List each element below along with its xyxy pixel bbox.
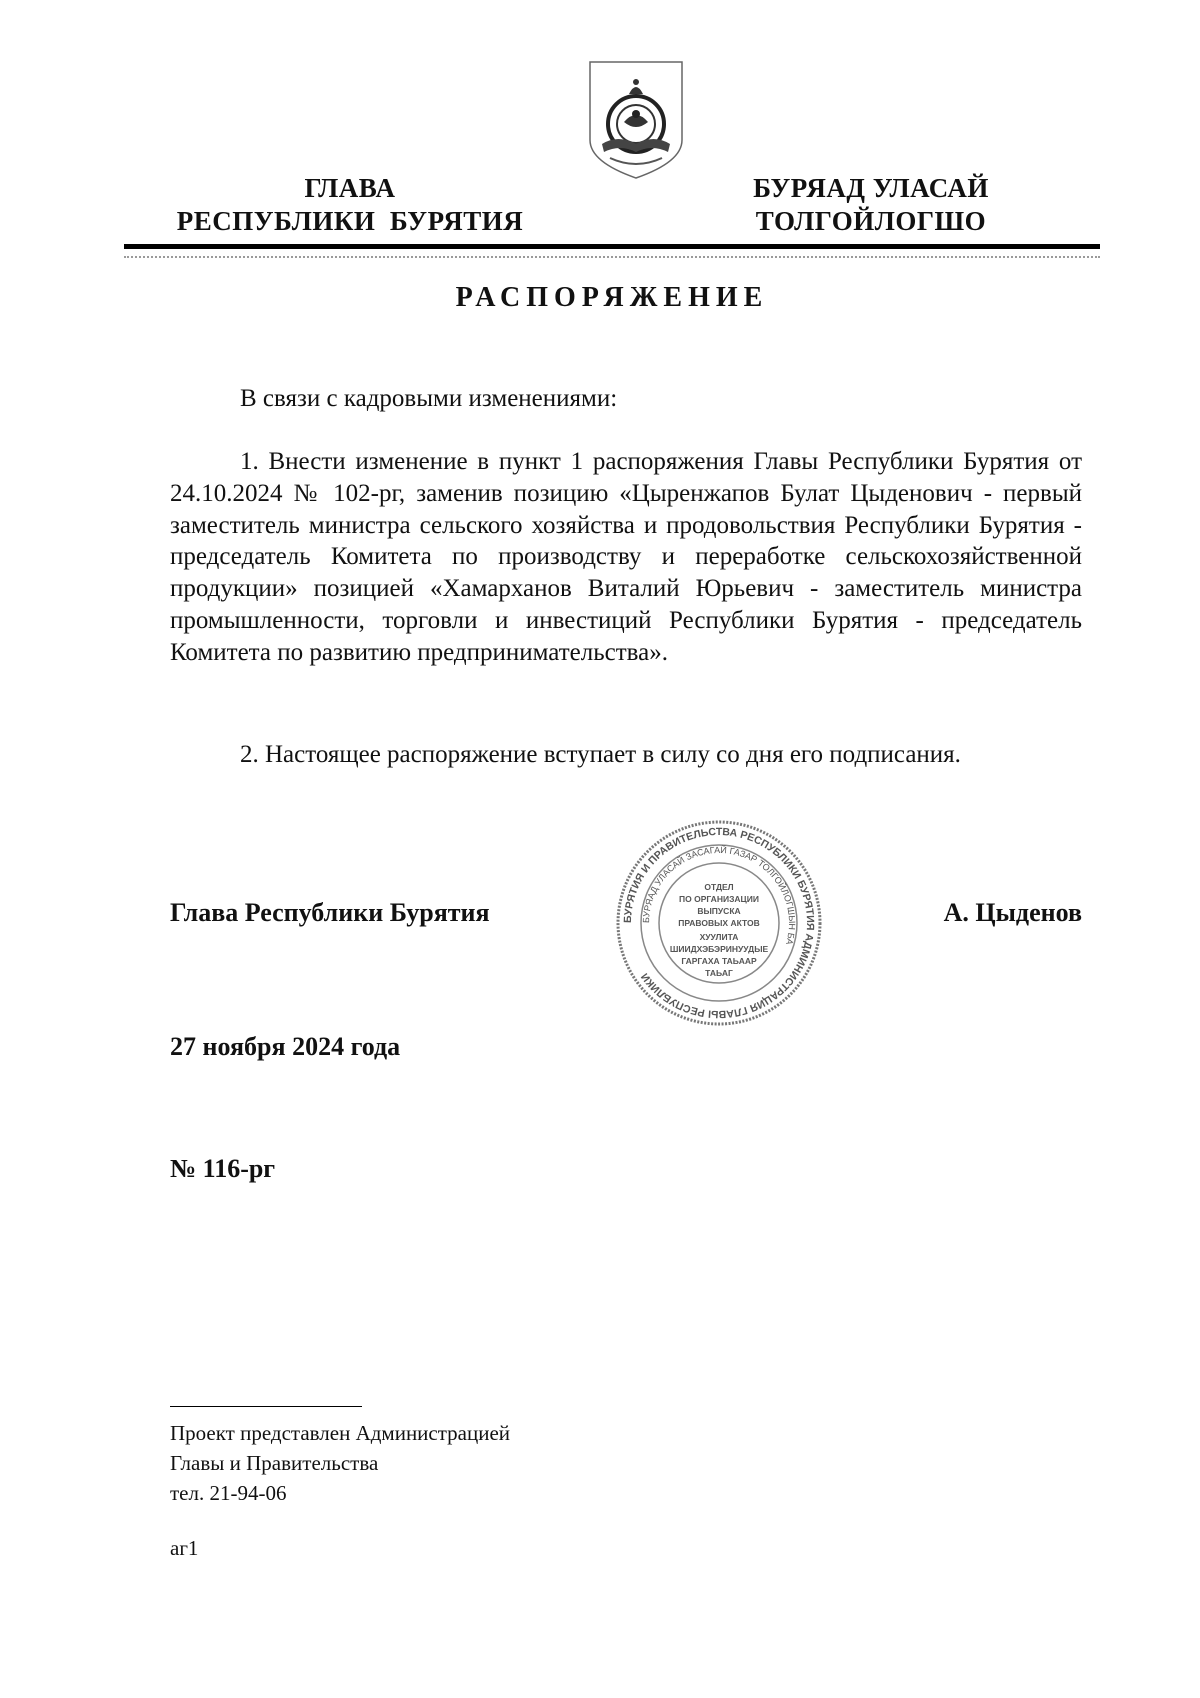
seal-inner-text: БУРЯАД УЛАСАЙ ЗАСАГАЙ ГАЗАР ТОЛГОЙЛОГШЫН БА bbox=[640, 844, 798, 946]
document-date: 27 ноября 2024 года bbox=[170, 1032, 401, 1061]
footer-code: аг1 bbox=[170, 1536, 199, 1560]
footer-divider bbox=[170, 1406, 362, 1407]
document-paragraph-1: 1. Внести изменение в пункт 1 распоряжения Главы Республики Бурятия от 24.10.2024 № 102-рг, заменив позицию «Цыренжапов Булат Цыденович - первый заместитель министра сельского хозяйства и продовольствия Республики Бурятия - председатель Комитета по производству и переработке сельскохозяйственной продукции» позицией «Хамарханов Виталий Юрьевич - заместитель министра промышленности, торговли и инвестиций Республики Бурятия - председатель Комитета по развитию предпринимательства». bbox=[170, 448, 1082, 666]
seal-center-line: ОТДЕЛ bbox=[704, 882, 734, 892]
footer-phone: тел. 21-94-06 bbox=[170, 1481, 287, 1505]
seal-center-line: ШИИДХЭБЭРИНУУДЫЕ bbox=[669, 944, 769, 954]
signatory-name: А. Цыденов bbox=[943, 898, 1082, 927]
coat-of-arms-icon bbox=[584, 58, 688, 182]
header-left-line2: РЕСПУБЛИКИ БУРЯТИЯ bbox=[176, 206, 524, 236]
document-number: № 116-рг bbox=[170, 1154, 276, 1183]
seal-center-line: ПРАВОВЫХ АКТОВ bbox=[678, 918, 760, 928]
seal-center-line: ВЫПУСКА bbox=[697, 906, 741, 916]
header-right-line2: ТОЛГОЙЛОГШО bbox=[755, 206, 987, 236]
seal-center-line: ГАРГАХА ТАЬААР bbox=[681, 956, 757, 966]
seal-outer-text: БУРЯТИЯ И ПРАВИТЕЛЬСТВА РЕСПУБЛИКИ БУРЯТИЯ АДМИНИСТРАЦИЯ ГЛАВЫ РЕСПУБЛИКИ bbox=[621, 825, 817, 1021]
seal-center-line: ПО ОРГАНИЗАЦИИ bbox=[679, 894, 759, 904]
signatory-title: Глава Республики Бурятия bbox=[170, 898, 490, 927]
footer-note bbox=[170, 1418, 510, 1508]
footer-line: Проект представлен Администрацией bbox=[170, 1421, 511, 1445]
footer-line: Главы и Правительства bbox=[170, 1451, 379, 1475]
header-divider-dotted bbox=[124, 256, 1100, 258]
official-seal bbox=[614, 818, 824, 1028]
seal-center-line: ТАЬАГ bbox=[705, 968, 733, 978]
header-right bbox=[720, 172, 1022, 238]
header-left bbox=[152, 172, 548, 238]
seal-center-line: ХУУЛИТА bbox=[699, 932, 739, 942]
document-title: РАСПОРЯЖЕНИЕ bbox=[455, 282, 769, 313]
header-divider bbox=[124, 244, 1100, 249]
document-intro: В связи с кадровыми изменениями: bbox=[240, 385, 618, 412]
header-right-line1: БУРЯАД УЛАСАЙ bbox=[753, 173, 989, 203]
header-left-line1: ГЛАВА bbox=[304, 173, 396, 203]
document-paragraph-2: 2. Настоящее распоряжение вступает в силу со дня его подписания. bbox=[240, 741, 961, 768]
